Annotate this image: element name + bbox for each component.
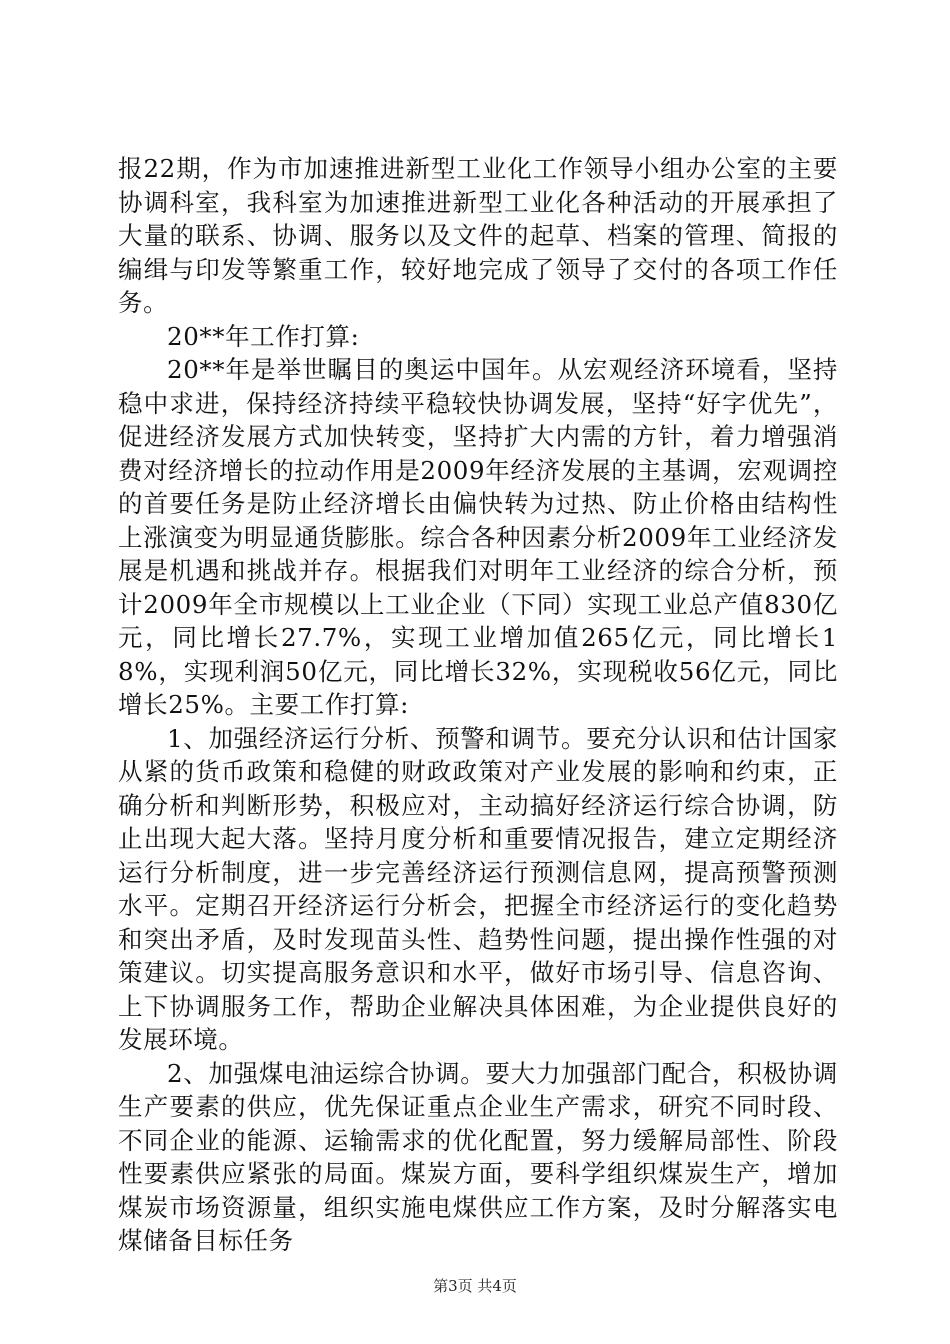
body-paragraph: 报22期，作为市加速推进新型工业化工作领导小组办公室的主要协调科室，我科室为加速推进新型工业化各种活动的开展承担了大量的联系、协调、服务以及文件的起草、档案的管理、简报的编缉与印发等繁重工作，较好地完成了领导了交付的各项工作任务。 (118, 154, 838, 317)
body-paragraph: 20**年是举世瞩目的奥运中国年。从宏观经济环境看，坚持稳中求进，保持经济持续平稳较快协调发展，坚持“好字优先”，促进经济发展方式加快转变，坚持扩大内需的方针，着力增强消费对经济增长的拉动作用是2009年经济发展的主基调，宏观调控的首要任务是防止经济增长由偏快转为过热、防止价格由结构性上涨演变为明显通货膨胀。综合各种因素分析2009年工业经济发展是机遇和挑战并存。根据我们对明年工业经济的综合分析，预计2009年全市规模以上工业企业（下同）实现工业总产值830亿元，同比增长27.7%，实现工业增加值265亿元，同比增长18%，实现利润50亿元，同比增长32%，实现税收56亿元，同比增长25%。主要工作打算: (118, 355, 838, 719)
section-heading: 20**年工作打算: (167, 321, 360, 351)
body-paragraph: 1、加强经济运行分析、预警和调节。要充分认识和估计国家从紧的货币政策和稳健的财政政策对产业发展的影响和约束，正确分析和判断形势，积极应对，主动搞好经济运行综合协调，防止出现大起大落。坚持月度分析和重要情况报告，建立定期经济运行分析制度，进一步完善经济运行预测信息网，提高预警预测水平。定期召开经济运行分析会，把握全市经济运行的变化趋势和突出矛盾，及时发现苗头性、趋势性问题，提出操作性强的对策建议。切实提高服务意识和水平，做好市场引导、信息咨询、上下协调服务工作，帮助企业解决具体困难，为企业提供良好的发展环境。 (118, 723, 838, 1054)
body-paragraph: 2、加强煤电油运综合协调。要大力加强部门配合，积极协调生产要素的供应，优先保证重点企业生产需求，研究不同时段、不同企业的能源、运输需求的优化配置，努力缓解局部性、阶段性要素供应紧张的局面。煤炭方面，要科学组织煤炭生产，增加煤炭市场资源量，组织实施电煤供应工作方案，及时分解落实电煤储备目标任务 (118, 1058, 838, 1255)
page-footer (0, 1275, 950, 1296)
page-number: 第3页 共4页 (433, 1277, 517, 1295)
document-body (118, 152, 838, 1258)
